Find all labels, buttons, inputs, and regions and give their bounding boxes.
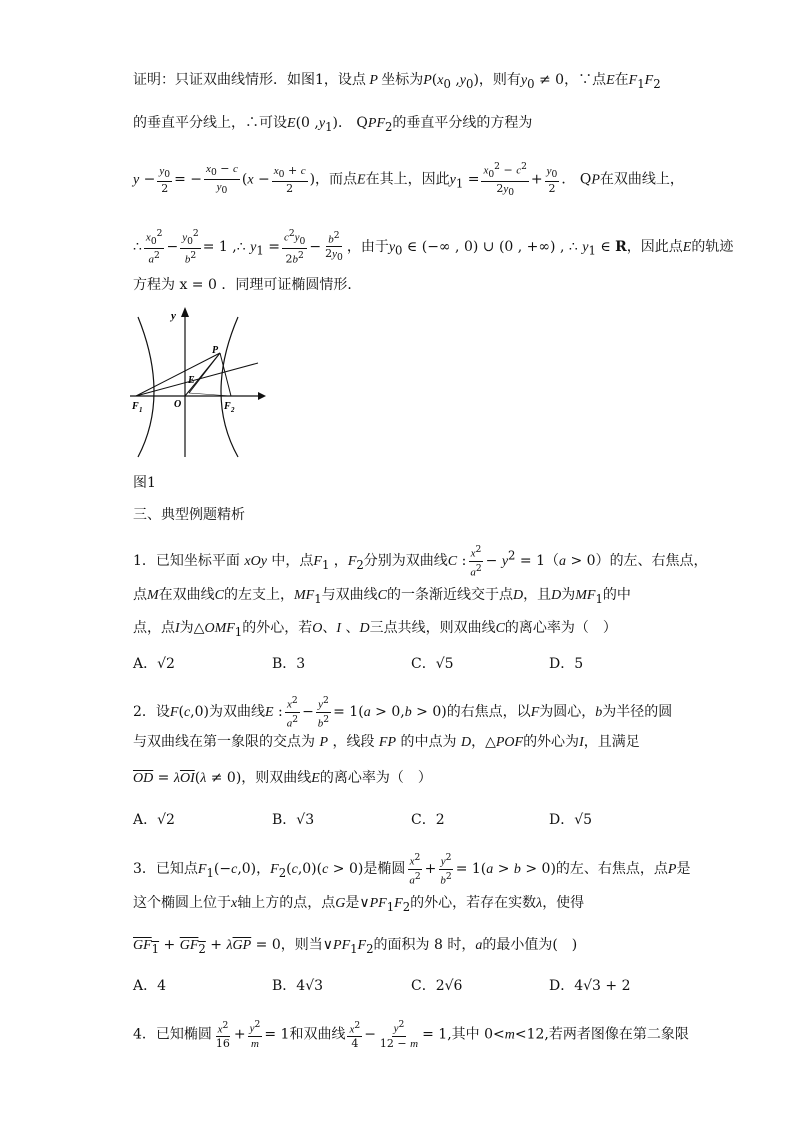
problem-1-option-a[interactable]: A．√2 <box>133 656 175 672</box>
problem-3-line-2: 这个椭圆上位于x轴上方的点，点G是$\vee PF_1F_2$的外心，若存在实数λ，使得 <box>133 895 585 914</box>
problem-2-line-1: 2．设F(c,0)为双曲线E : $\frac{x^2}{a^2}$ − $\frac{y^2}{b^2}$ = 1(a > 0,b > 0)的右焦点，以F为圆心，b为半径的圆 <box>133 695 673 730</box>
problem-1-option-d[interactable]: D．5 <box>549 656 584 672</box>
figure-caption: 图1 <box>133 475 156 491</box>
problem-1-line-1: 1．已知坐标平面 xOy 中，点$F_1$ ，$F_2$分别为双曲线C : $\frac{x^2}{a^2}$ − $y^2 = 1(a > 0)$的左、右焦点， <box>133 544 708 579</box>
proof-line-2: 的垂直平分线上，∴可设E(0 $,y_1$)． $QPF_2$的垂直平分线的方程为 <box>133 115 533 134</box>
proof-line-4: ∴ $\frac{x_0^2}{a^2}$ − $\frac{y_0^2}{b^2}$ = 1 ,∴ $y_1$ = $\frac{c^2y_0}{2b^2}$ − $\frac{b^2}{2y_0}$ ，由于$y_0$ ∈ (−∞ , 0) ∪ (0 , +∞) , ∴ $y_1$ ∈ R，因此点E的轨迹 <box>133 228 734 266</box>
label-f1: F <box>132 401 139 412</box>
problem-4-line-1: 4．已知椭圆 $\frac{x^2}{16}$ + $\frac{y^2}{m}$ = 1和双曲线 $\frac{x^2}{4}$ − $\frac{y^2}{12 - m}$ = 1,其中 0<m<12,若两者图像在第二象限 <box>133 1019 689 1051</box>
problem-2-option-c[interactable]: C．2 <box>411 812 445 828</box>
proof-line-5: 方程为 x = 0 ．同理可证椭圆情形． <box>133 277 362 293</box>
problem-1-line-2: 点M在双曲线C的左支上，$MF_1$与双曲线C的一条渐近线交于点D，且D为$MF_1$的中 <box>133 587 631 606</box>
problem-1-option-c[interactable]: C．√5 <box>411 656 454 672</box>
label-f1-sub: 1 <box>139 406 143 414</box>
problem-2-option-a[interactable]: A．√2 <box>133 812 175 828</box>
segment-f1-p <box>136 353 220 396</box>
problem-2-option-b[interactable]: B．√3 <box>272 812 315 828</box>
y-axis-arrow <box>181 307 189 317</box>
problem-3-option-a[interactable]: A．4 <box>133 978 167 994</box>
problem-3-line-1: 3．已知点$F_1(-c,0)$，$F_2(c,0)(c > 0)$是椭圆 $\frac{x^2}{a^2}$ + $\frac{y^2}{b^2}$ = 1(a > b > 0)的左、右焦点，点P是 <box>133 852 691 887</box>
label-p: P <box>212 345 219 356</box>
problem-2-line-3: $\overline{OD} = \lambda\overline{OI}(\lambda \ne 0)$，则双曲线E的离心率为（ ） <box>133 770 432 786</box>
proof-line-1: 证明：只证双曲线情形．如图1，设点 P 坐标为$P(x_0$ $,y_0$)，则有$y_0 \ne 0$，∵点E在$F_1F_2$ <box>133 72 661 91</box>
problem-1-line-3: 点，点I为$\triangle OMF_1$的外心，若O、I 、D三点共线，则双曲线C的离心率为（ ） <box>133 620 617 639</box>
proof-line-3: y − $\frac{y_0}{2}$ = − $\frac{x_0 - c}{y_0}$ (x − $\frac{x_0 + c}{2}$ )，而点E在其上，因此$y_1$ = $\frac{x_0^2 - c^2}{2y_0}$ + $\frac{y_0}{2}$ ． QP在双曲线上， <box>133 161 684 199</box>
hyperbola-left-branch <box>138 317 154 457</box>
label-f2: F <box>224 401 231 412</box>
hyperbola-right-branch <box>221 317 238 457</box>
label-e: E <box>188 375 195 386</box>
problem-1-option-b[interactable]: B．3 <box>272 656 306 672</box>
label-f2-sub: 2 <box>231 406 235 414</box>
x-axis-arrow <box>258 392 266 400</box>
segment-f1-long <box>136 363 258 396</box>
label-o: O <box>174 399 182 410</box>
y-axis-label: y <box>171 310 176 322</box>
hyperbola-figure <box>126 305 266 463</box>
section-title: 三、典型例题精析 <box>133 507 245 523</box>
problem-2-option-d[interactable]: D．√5 <box>549 812 593 828</box>
problem-3-line-3: $GF_1 + GF_2 + \lambda\overline{GP} = 0$，则当$\vee PF_1F_2$的面积为 8 时，a的最小值为( ) <box>133 937 578 956</box>
problem-3-option-b[interactable]: B．4√3 <box>272 978 324 994</box>
problem-3-option-c[interactable]: C．2√6 <box>411 978 463 994</box>
problem-3-option-d[interactable]: D．4√3 + 2 <box>549 978 631 994</box>
problem-2-line-2: 与双曲线在第一象限的交点为 P ，线段 FP 的中点为 D，△POF的外心为I，且满足 <box>133 734 640 750</box>
